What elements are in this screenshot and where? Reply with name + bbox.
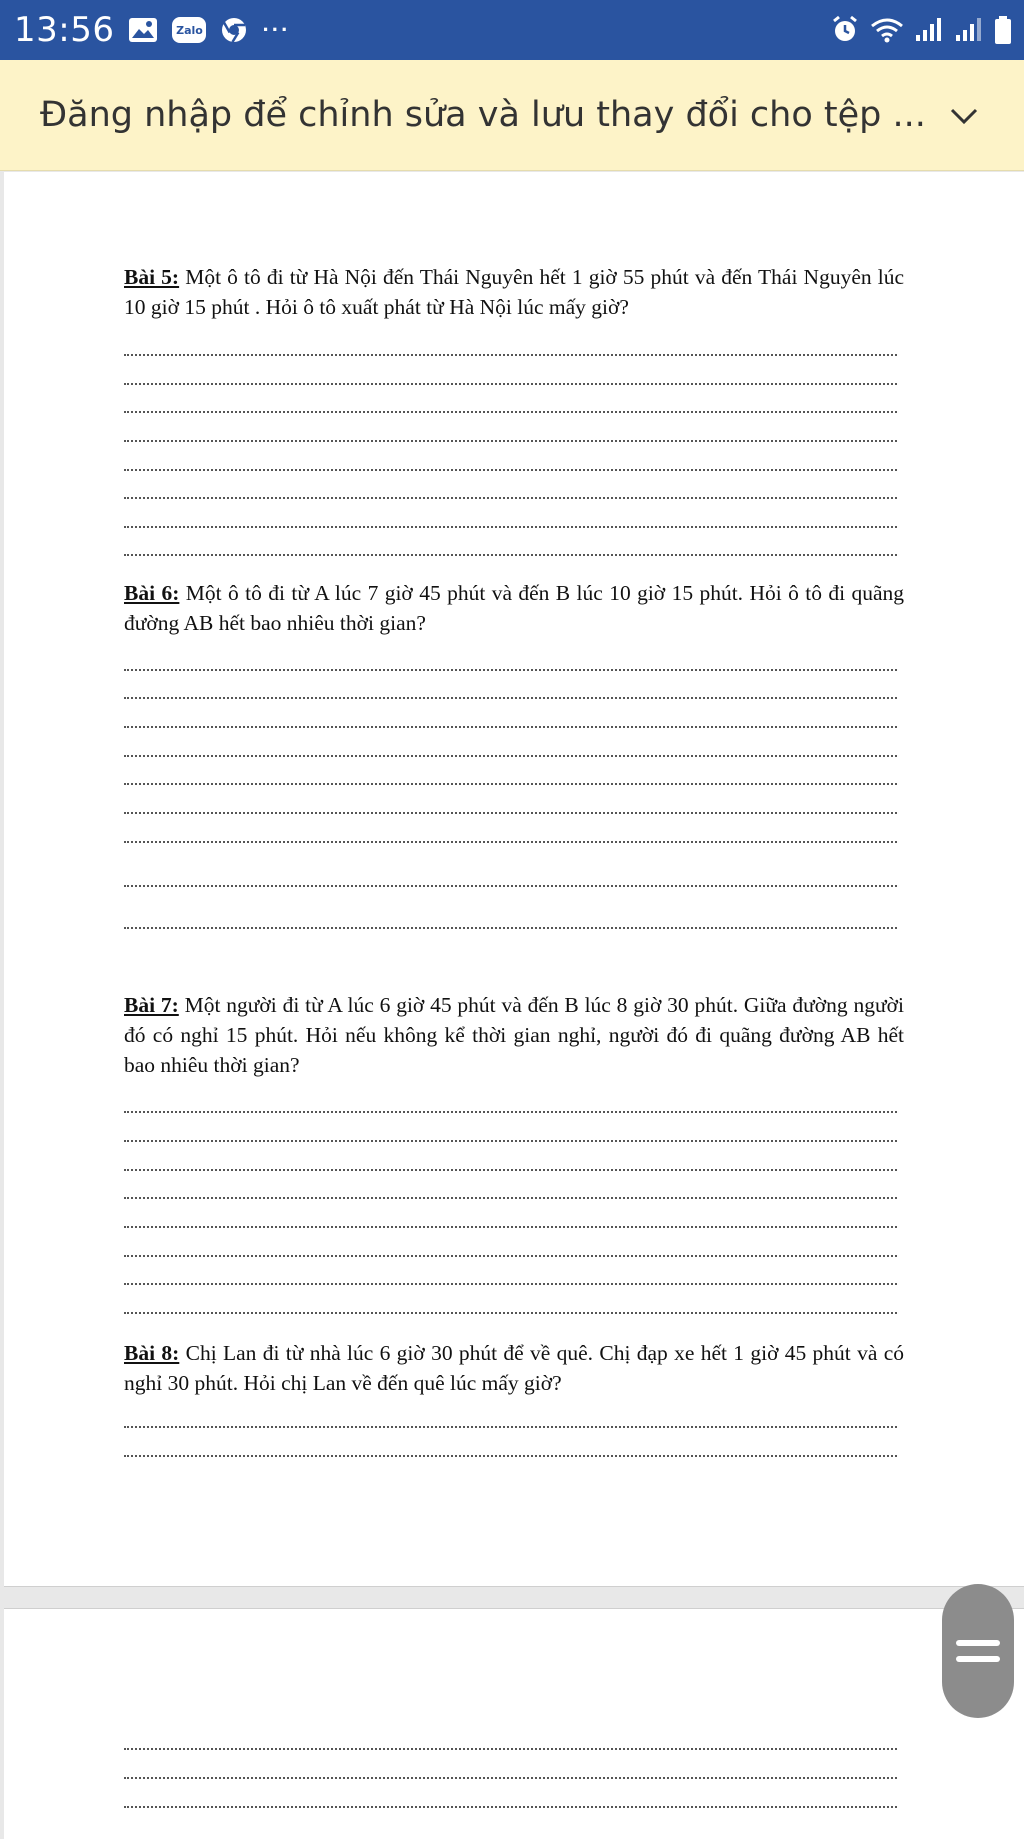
answer-line (124, 1111, 897, 1113)
exercise-8 (124, 1338, 904, 1398)
status-system-icons (830, 0, 1012, 60)
image-icon (128, 17, 158, 43)
status-notification-icons (128, 16, 290, 44)
answer-line (124, 726, 897, 728)
signal-icon (954, 17, 984, 43)
exercise-text: Một người đi từ A lúc 6 giờ 45 phút và đến B lúc 8 giờ 30 phút. Giữa đường người đó có nghỉ 15 phút. Hỏi nếu không kể thời gian nghỉ, người đó đi quãng đường AB hết bao nhiêu thời gian? (124, 993, 904, 1077)
answer-line (124, 411, 897, 413)
answer-line (124, 1455, 897, 1457)
answer-line (124, 669, 897, 671)
answer-line (124, 755, 897, 757)
answer-line (124, 1748, 897, 1750)
scroll-handle-grip (956, 1656, 1000, 1662)
answer-line (124, 1226, 897, 1228)
answer-line (124, 526, 897, 528)
exercise-text: Chị Lan đi từ nhà lúc 6 giờ 30 phút để về quê. Chị đạp xe hết 1 giờ 45 phút và có nghỉ 30 phút. Hỏi chị Lan về đến quê lúc mấy giờ? (124, 1341, 904, 1395)
answer-line (124, 885, 897, 887)
answer-line (124, 1777, 897, 1779)
scroll-handle-icon[interactable] (942, 1584, 1014, 1718)
answer-line (124, 1312, 897, 1314)
signal-icon (914, 17, 944, 43)
exercise-6 (124, 578, 904, 638)
alarm-icon (830, 15, 860, 45)
sign-in-banner[interactable] (0, 60, 1024, 171)
answer-line (124, 469, 897, 471)
sign-in-banner-text: Đăng nhập để chỉnh sửa và lưu thay đổi cho tệp ... (40, 95, 926, 135)
exercise-label: Bài 8: (124, 1341, 180, 1365)
status-time: 13:56 (14, 10, 115, 50)
exercise-label: Bài 7: (124, 993, 179, 1017)
exercise-text: Một ô tô đi từ Hà Nội đến Thái Nguyên hết 1 giờ 55 phút và đến Thái Nguyên lúc 10 giờ 15 phút . Hỏi ô tô xuất phát từ Hà Nội lúc mấy giờ? (124, 265, 904, 319)
answer-line (124, 1426, 897, 1428)
exercise-label: Bài 5: (124, 265, 180, 289)
answer-line (124, 1140, 897, 1142)
exercise-5 (124, 262, 904, 322)
answer-line (124, 812, 897, 814)
more-dots-icon: ··· (262, 17, 291, 42)
chrome-icon (220, 16, 248, 44)
answer-line (124, 927, 897, 929)
answer-line (124, 697, 897, 699)
battery-icon (994, 15, 1012, 45)
exercise-label: Bài 6: (124, 581, 180, 605)
answer-line (124, 1255, 897, 1257)
answer-line (124, 1197, 897, 1199)
zalo-icon: Zalo (172, 17, 206, 43)
answer-line (124, 440, 897, 442)
answer-line (124, 783, 897, 785)
answer-line (124, 1169, 897, 1171)
answer-line (124, 1283, 897, 1285)
exercise-text: Một ô tô đi từ A lúc 7 giờ 45 phút và đến B lúc 10 giờ 15 phút. Hỏi ô tô đi quãng đường AB hết bao nhiêu thời gian? (124, 581, 904, 635)
scroll-handle-grip (956, 1640, 1000, 1646)
answer-line (124, 1806, 897, 1808)
answer-line (124, 497, 897, 499)
exercise-7 (124, 990, 904, 1080)
answer-line (124, 554, 897, 556)
wifi-icon (870, 16, 904, 44)
answer-line (124, 354, 897, 356)
chevron-down-icon[interactable] (948, 100, 980, 132)
document-page (4, 1608, 1024, 1839)
status-bar (0, 0, 1024, 60)
answer-line (124, 383, 897, 385)
answer-line (124, 841, 897, 843)
